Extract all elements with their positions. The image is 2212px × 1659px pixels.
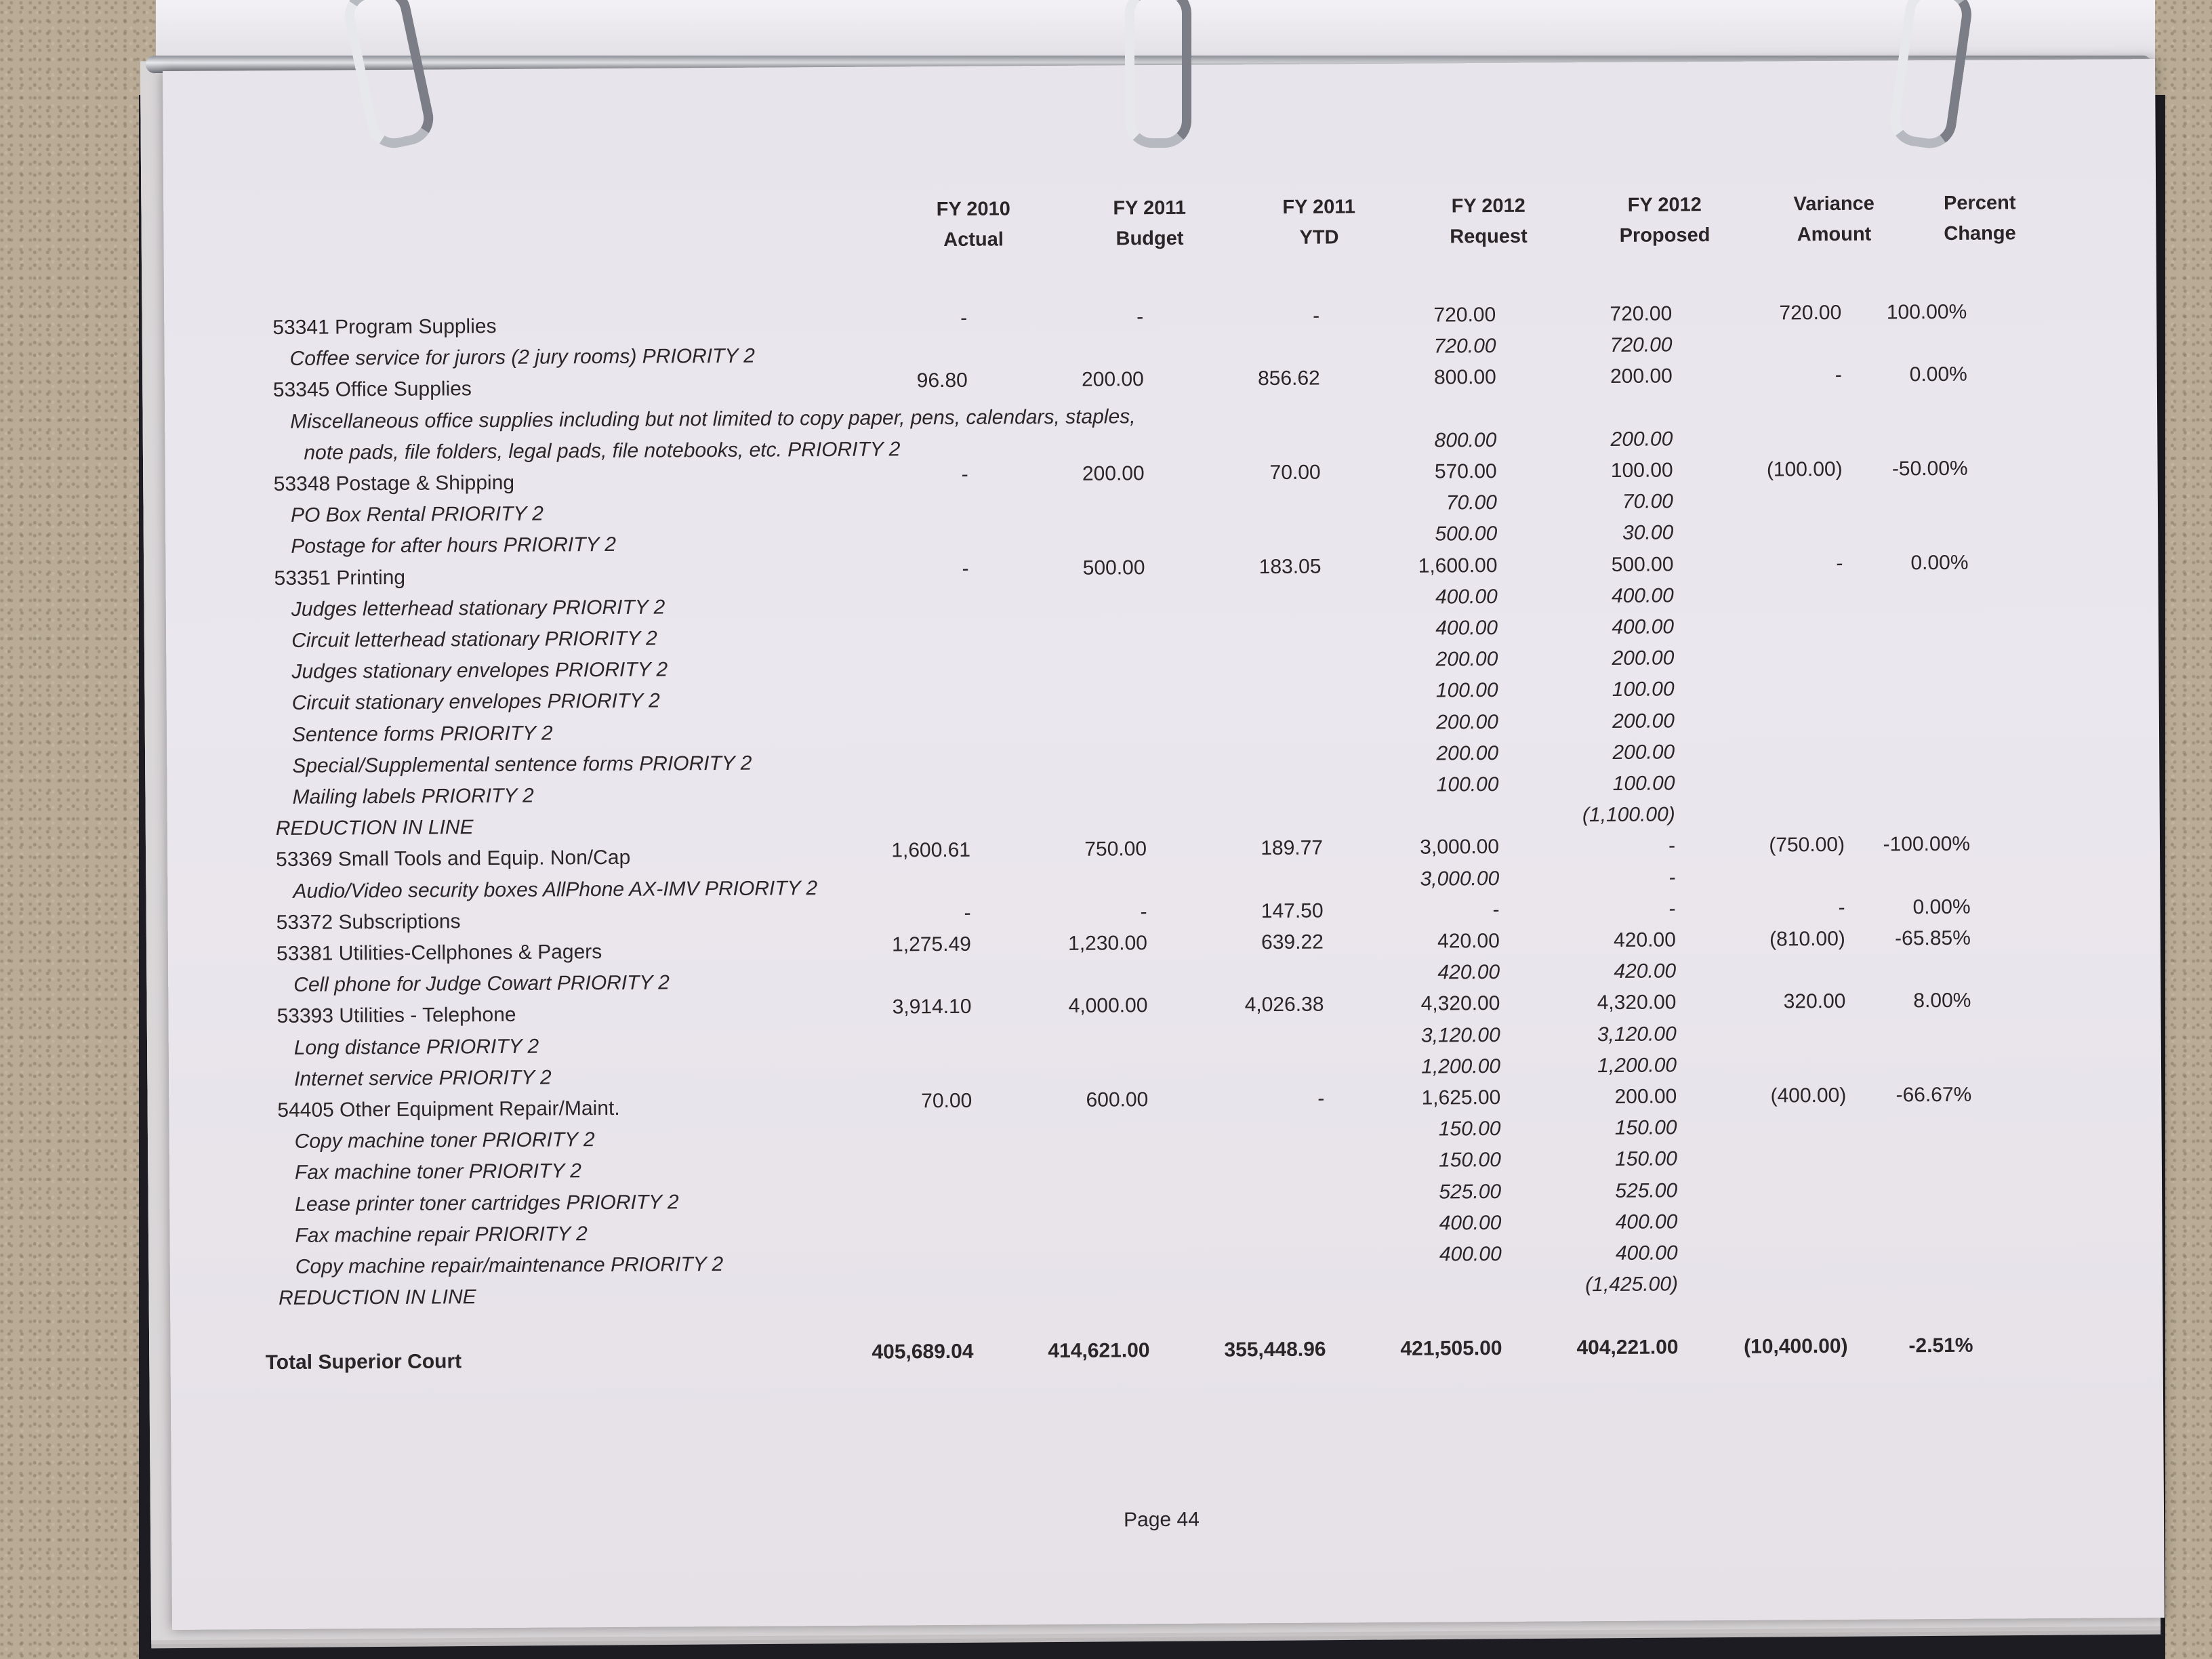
value-cell: 100.00 <box>1435 679 1498 702</box>
value-cell: 420.00 <box>1437 961 1500 984</box>
value-cell: 4,320.00 <box>1420 992 1500 1016</box>
value-cell: 4,320.00 <box>1597 991 1677 1015</box>
value-cell: 4,000.00 <box>1068 994 1148 1018</box>
total-value: -2.51% <box>1908 1334 1973 1357</box>
value-cell: - <box>1838 896 1845 919</box>
value-cell: - <box>1835 364 1842 387</box>
value-cell: 400.00 <box>1435 585 1498 609</box>
value-cell: 100.00 <box>1612 772 1675 795</box>
value-cell <box>1175 1119 1324 1120</box>
value-cell: 1,600.00 <box>1418 554 1498 577</box>
value-cell <box>824 1246 973 1247</box>
value-cell <box>1693 395 1842 396</box>
value-cell <box>1695 677 1844 678</box>
value-cell <box>1693 427 1842 428</box>
value-cell <box>819 526 968 527</box>
binder-ring <box>1125 0 1191 148</box>
account-label: 53372 Subscriptions <box>276 910 461 934</box>
value-cell: - <box>961 463 968 486</box>
value-cell <box>1818 394 1967 395</box>
total-value: 405,689.04 <box>872 1340 974 1364</box>
value-cell: -66.67% <box>1896 1083 1972 1107</box>
value-cell <box>819 432 968 433</box>
value-cell <box>997 744 1146 745</box>
value-cell: 3,000.00 <box>1420 867 1500 890</box>
value-cell: 200.00 <box>1081 368 1144 392</box>
line-item-label: Circuit stationary envelopes PRIORITY 2 <box>291 689 660 715</box>
value-cell: 500.00 <box>1611 552 1674 576</box>
line-item-label: Copy machine toner PRIORITY 2 <box>294 1128 595 1153</box>
value-cell: (1,100.00) <box>1582 803 1675 827</box>
value-cell: 500.00 <box>1082 556 1145 579</box>
value-cell: 200.00 <box>1436 710 1499 734</box>
value-cell <box>999 1057 1148 1058</box>
value-cell <box>996 650 1145 651</box>
value-cell: 0.00% <box>1910 551 1969 574</box>
value-cell: 720.00 <box>1610 333 1673 357</box>
line-item-label: Judges letterhead stationary PRIORITY 2 <box>291 596 665 621</box>
value-cell: 420.00 <box>1614 960 1677 983</box>
value-cell: 200.00 <box>1436 741 1499 765</box>
value-cell: 0.00% <box>1912 895 1971 919</box>
value-cell: 720.00 <box>1610 302 1673 325</box>
value-cell: 200.00 <box>1614 1085 1677 1108</box>
value-cell <box>1697 1021 1846 1022</box>
value-cell: -100.00% <box>1883 833 1971 856</box>
value-cell <box>1820 645 1969 646</box>
column-header: Actual <box>943 228 1004 251</box>
value-cell: (750.00) <box>1769 834 1845 857</box>
value-cell: 8.00% <box>1913 989 1971 1012</box>
value-cell: 3,120.00 <box>1597 1022 1677 1046</box>
line-item-label: Miscellaneous office supplies including but not limited to copy paper, pens, calendars, staples, <box>290 405 1136 433</box>
value-cell: 150.00 <box>1438 1118 1501 1141</box>
value-cell <box>996 493 1145 494</box>
value-cell <box>1695 771 1844 772</box>
value-cell <box>1695 708 1844 709</box>
line-item-label: PO Box Rental PRIORITY 2 <box>290 502 544 527</box>
value-cell <box>1694 489 1843 490</box>
value-cell: - <box>964 901 971 924</box>
value-cell: 1,275.49 <box>892 933 971 956</box>
account-label: 54405 Other Equipment Repair/Maint. <box>277 1097 620 1122</box>
value-cell <box>1824 1271 1973 1272</box>
value-cell <box>1174 868 1323 869</box>
value-cell <box>1171 398 1320 399</box>
value-cell <box>1000 1276 1149 1277</box>
line-item-label: Audio/Video security boxes AllPhone AX-IMV PRIORITY 2 <box>293 876 818 903</box>
value-cell <box>1824 1240 1973 1241</box>
value-cell: 96.80 <box>916 369 968 392</box>
value-cell <box>823 1183 972 1184</box>
value-cell <box>1823 1177 1972 1178</box>
value-cell <box>1696 802 1845 803</box>
value-cell <box>1176 1212 1325 1213</box>
line-item-label: Mailing labels PRIORITY 2 <box>292 784 534 808</box>
value-cell <box>820 651 969 652</box>
value-cell: 70.00 <box>1269 461 1321 485</box>
value-cell: 720.00 <box>1779 301 1842 325</box>
value-cell <box>996 525 1145 526</box>
column-header: FY 2011 <box>1282 196 1356 218</box>
value-cell <box>998 963 1147 964</box>
value-cell: 320.00 <box>1783 990 1846 1013</box>
value-cell: 400.00 <box>1439 1242 1502 1266</box>
value-cell <box>1176 1150 1325 1151</box>
value-cell <box>995 400 1144 401</box>
value-cell <box>1697 1053 1846 1054</box>
line-item-label: Cell phone for Judge Cowart PRIORITY 2 <box>293 971 670 997</box>
value-cell: (400.00) <box>1770 1084 1847 1107</box>
value-cell <box>1696 959 1845 960</box>
value-cell: 525.00 <box>1439 1180 1502 1204</box>
column-header: Amount <box>1797 223 1872 246</box>
value-cell <box>823 1121 972 1122</box>
value-cell: 570.00 <box>1434 459 1497 483</box>
value-cell: -65.85% <box>1895 926 1971 950</box>
value-cell <box>1000 1245 1149 1246</box>
value-cell <box>824 1277 973 1278</box>
line-item-label: Judges stationary envelopes PRIORITY 2 <box>291 658 668 684</box>
account-label: 53341 Program Supplies <box>272 314 497 340</box>
account-label: 53393 Utilities - Telephone <box>276 1004 516 1028</box>
value-cell: 400.00 <box>1615 1210 1678 1233</box>
value-cell: 100.00 <box>1436 773 1499 796</box>
column-header: Variance <box>1793 192 1875 216</box>
value-cell <box>821 745 970 746</box>
column-header: Request <box>1450 225 1528 248</box>
value-cell: 856.62 <box>1257 367 1320 390</box>
value-cell <box>818 338 967 339</box>
value-cell: 100.00 <box>1612 678 1675 701</box>
value-cell: 400.00 <box>1612 615 1675 638</box>
value-cell: (1,425.00) <box>1585 1273 1679 1296</box>
value-cell: 200.00 <box>1435 648 1498 671</box>
budget-page <box>163 59 2165 1630</box>
value-cell <box>820 620 969 621</box>
column-header: Change <box>1944 222 2016 245</box>
line-item-label: note pads, file folders, legal pads, file notebooks, etc. PRIORITY 2 <box>304 438 901 464</box>
value-cell: 100.00% <box>1886 300 1967 324</box>
value-cell <box>1172 649 1322 650</box>
account-label: 53381 Utilities-Cellphones & Pagers <box>276 941 602 965</box>
value-cell: 750.00 <box>1084 838 1147 861</box>
value-cell <box>1695 740 1844 741</box>
value-cell: - <box>960 306 968 329</box>
total-value: 421,505.00 <box>1400 1336 1502 1360</box>
line-item-label: Special/Supplemental sentence forms PRIORITY 2 <box>292 752 752 777</box>
value-cell <box>1822 958 1971 959</box>
value-cell: 200.00 <box>1610 365 1673 388</box>
value-cell <box>1176 1181 1325 1182</box>
value-cell: 200.00 <box>1612 647 1675 670</box>
column-header: FY 2011 <box>1113 197 1187 220</box>
value-cell: - <box>1140 900 1147 924</box>
value-cell: 800.00 <box>1434 428 1497 452</box>
value-cell <box>1820 614 1969 615</box>
value-cell <box>1820 676 1969 677</box>
value-cell <box>1172 524 1321 525</box>
value-cell <box>1176 1275 1326 1276</box>
value-cell: - <box>1668 834 1676 857</box>
value-cell: 400.00 <box>1611 584 1674 607</box>
value-cell <box>823 1152 972 1153</box>
column-header: FY 2010 <box>936 198 1010 221</box>
value-cell <box>821 870 970 871</box>
value-cell <box>995 431 1144 432</box>
value-cell: - <box>1313 304 1320 327</box>
value-cell: 200.00 <box>1612 709 1675 733</box>
line-item-label: Long distance PRIORITY 2 <box>293 1035 539 1059</box>
value-cell <box>822 964 971 965</box>
value-cell <box>1175 1056 1324 1057</box>
value-cell: 600.00 <box>1086 1088 1149 1111</box>
account-label: 53351 Printing <box>274 566 406 590</box>
value-cell <box>823 1215 972 1216</box>
value-cell: 1,200.00 <box>1421 1054 1501 1078</box>
value-cell <box>1694 583 1843 584</box>
value-cell: 4,026.38 <box>1244 993 1324 1017</box>
value-cell <box>1176 1244 1326 1245</box>
value-cell: 70.00 <box>1446 491 1498 514</box>
line-item-label: Internet service PRIORITY 2 <box>293 1066 552 1090</box>
total-value: 404,221.00 <box>1576 1336 1679 1359</box>
value-cell <box>1818 332 1967 333</box>
account-label: 53369 Small Tools and Equip. Non/Cap <box>276 846 631 872</box>
value-cell: 1,625.00 <box>1421 1086 1501 1109</box>
value-cell <box>1697 1115 1846 1116</box>
value-cell: 150.00 <box>1614 1116 1677 1140</box>
column-header: Proposed <box>1619 224 1711 247</box>
value-cell <box>1173 680 1322 681</box>
value-cell: (100.00) <box>1766 457 1843 481</box>
value-cell: 639.22 <box>1261 930 1324 954</box>
value-cell: 189.77 <box>1261 836 1324 860</box>
value-cell: 183.05 <box>1258 555 1322 578</box>
value-cell: 100.00 <box>1610 459 1673 482</box>
value-cell <box>1823 1209 1972 1210</box>
total-value: (10,400.00) <box>1743 1334 1848 1358</box>
value-cell: - <box>1317 1087 1325 1110</box>
value-cell: (810.00) <box>1769 927 1845 951</box>
value-cell: 720.00 <box>1433 335 1496 358</box>
value-cell: 420.00 <box>1437 929 1500 953</box>
total-label: Total Superior Court <box>265 1350 462 1374</box>
value-cell <box>1172 618 1322 619</box>
value-cell <box>1822 1052 1971 1053</box>
value-cell <box>1820 739 1969 740</box>
value-cell: 525.00 <box>1615 1179 1678 1202</box>
value-cell: 150.00 <box>1614 1147 1677 1171</box>
value-cell: 3,914.10 <box>892 996 972 1019</box>
value-cell <box>1818 426 1967 427</box>
line-item-label: Postage for after hours PRIORITY 2 <box>291 533 617 558</box>
line-item-label: Fax machine toner PRIORITY 2 <box>294 1160 581 1185</box>
reduction-label: REDUCTION IN LINE <box>275 816 474 840</box>
column-header: FY 2012 <box>1451 194 1525 218</box>
line-item-label: Copy machine repair/maintenance PRIORITY 2 <box>295 1252 724 1278</box>
value-cell: 200.00 <box>1082 462 1145 485</box>
value-cell: 720.00 <box>1433 303 1496 327</box>
value-cell <box>998 806 1147 807</box>
value-cell: 1,200.00 <box>1597 1054 1677 1077</box>
value-cell <box>820 589 969 590</box>
value-cell <box>1698 1272 1847 1273</box>
value-cell: - <box>1136 306 1144 329</box>
value-cell <box>1000 1151 1149 1152</box>
line-item-label: Fax machine repair PRIORITY 2 <box>295 1223 588 1247</box>
value-cell <box>997 775 1146 776</box>
account-label: 53345 Office Supplies <box>272 377 472 402</box>
value-cell: 200.00 <box>1610 428 1673 451</box>
value-cell: 400.00 <box>1615 1242 1678 1265</box>
account-label: 53348 Postage & Shipping <box>273 471 515 496</box>
value-cell: -50.00% <box>1891 457 1968 480</box>
value-cell: - <box>962 557 969 580</box>
value-cell <box>1694 520 1843 521</box>
value-cell: 420.00 <box>1614 928 1676 951</box>
value-cell: - <box>1836 552 1843 575</box>
value-cell: 0.00% <box>1909 363 1967 386</box>
value-cell: 150.00 <box>1438 1149 1501 1172</box>
value-cell: 1,230.00 <box>1068 932 1147 955</box>
value-cell: - <box>1668 865 1676 889</box>
column-header: Budget <box>1115 227 1184 250</box>
value-cell <box>1353 1274 1502 1275</box>
column-header: FY 2012 <box>1627 194 1702 216</box>
reduction-label: REDUCTION IN LINE <box>278 1286 476 1310</box>
value-cell <box>1350 804 1499 805</box>
value-cell <box>1523 396 1673 397</box>
value-cell: 400.00 <box>1439 1211 1502 1235</box>
value-cell <box>998 869 1147 870</box>
value-cell: 30.00 <box>1622 521 1674 545</box>
value-cell <box>999 1026 1148 1027</box>
value-cell: 3,000.00 <box>1420 836 1500 859</box>
value-cell <box>1698 1178 1847 1179</box>
value-cell: 400.00 <box>1435 616 1498 640</box>
total-value: 355,448.96 <box>1224 1338 1326 1361</box>
value-cell: 800.00 <box>1433 366 1496 389</box>
value-cell: 1,600.61 <box>891 839 971 862</box>
value-cell: - <box>1668 897 1676 920</box>
value-cell: 147.50 <box>1261 899 1324 922</box>
line-item-label: Coffee service for jurors (2 jury rooms) PRIORITY 2 <box>289 344 755 371</box>
value-cell: 70.00 <box>921 1089 972 1113</box>
line-item-label: Lease printer toner cartridges PRIORITY 2 <box>295 1190 679 1216</box>
value-cell: 500.00 <box>1435 523 1498 546</box>
value-cell <box>1694 646 1843 647</box>
total-value: 414,621.00 <box>1048 1339 1150 1363</box>
page-number: Page 44 <box>1123 1508 1200 1532</box>
value-cell <box>1698 1241 1847 1242</box>
value-cell: 200.00 <box>1612 741 1675 764</box>
value-cell <box>1174 962 1324 963</box>
value-cell <box>997 713 1146 714</box>
value-cell <box>1821 864 1970 865</box>
value-cell: 70.00 <box>1622 490 1674 514</box>
value-cell: 3,120.00 <box>1420 1023 1500 1047</box>
line-item-label: Circuit letterhead stationary PRIORITY 2 <box>291 627 657 652</box>
value-cell <box>821 682 970 683</box>
line-item-label: Sentence forms PRIORITY 2 <box>291 722 553 746</box>
column-header: YTD <box>1299 226 1339 249</box>
value-cell <box>1170 336 1319 337</box>
value-cell: - <box>1492 898 1500 921</box>
column-header: Percent <box>1943 192 2016 214</box>
value-cell <box>1172 586 1322 587</box>
value-cell <box>1823 1146 1972 1147</box>
